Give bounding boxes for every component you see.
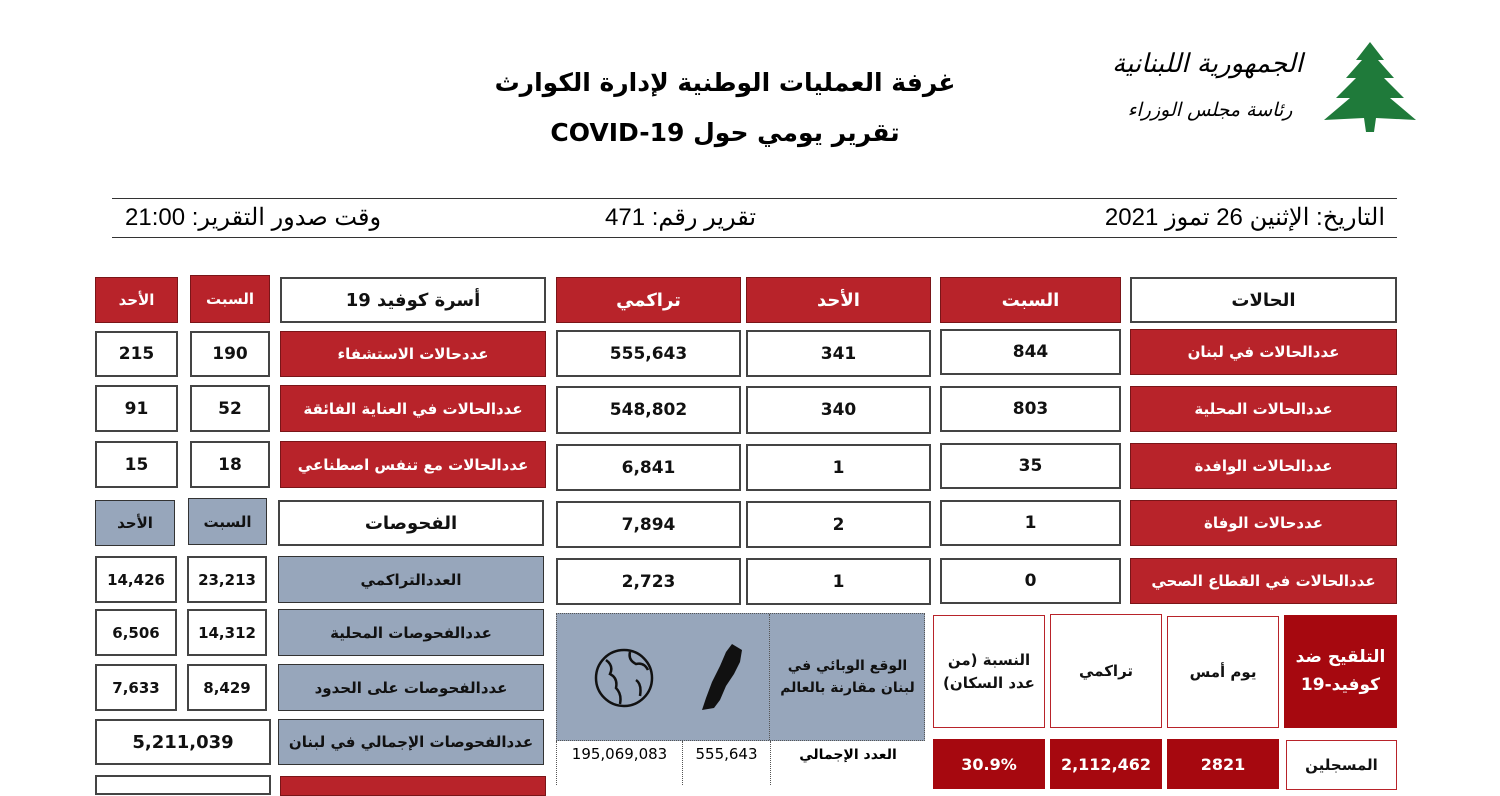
- sun-value: 1: [746, 444, 931, 491]
- row-label: عددالحالات في لبنان: [1130, 329, 1397, 375]
- cum-value: 6,841: [556, 444, 741, 491]
- cum-value: 7,894: [556, 501, 741, 548]
- sun-value: 341: [746, 330, 931, 377]
- page-subtitle: تقرير يومي حول COVID-19: [550, 117, 900, 147]
- sun-value: 340: [746, 386, 931, 434]
- globe-icon: [592, 646, 656, 710]
- row-label: عددالحالات في العناية الفائقة: [280, 385, 546, 432]
- cedar-logo-icon: [1322, 40, 1418, 135]
- sun-value: 6,506: [95, 609, 177, 656]
- row-label: عددحالات الاستشفاء: [280, 331, 546, 377]
- page-title: غرفة العمليات الوطنية لإدارة الكوارث: [494, 67, 956, 97]
- beds-sat-header: السبت: [190, 275, 270, 323]
- cases-sun-header: الأحد: [746, 277, 931, 323]
- tests-sun-header: الأحد: [95, 500, 175, 546]
- vaccine-row-label: المسجلين: [1286, 740, 1397, 790]
- cum-value: 548,802: [556, 386, 741, 434]
- sat-value: 35: [940, 443, 1121, 489]
- sat-value: 52: [190, 385, 270, 432]
- row-label: عددحالات الوفاة: [1130, 500, 1397, 546]
- row-label: العددالتراكمي: [278, 556, 544, 603]
- vaccine-row-pct: 30.9%: [933, 739, 1045, 789]
- row-label: عددالحالات المحلية: [1130, 386, 1397, 432]
- cases-sat-header: السبت: [940, 277, 1121, 323]
- lebanon-map-icon: [692, 642, 747, 712]
- next-row-label: [280, 776, 546, 796]
- divider: [112, 198, 1397, 199]
- cases-header: الحالات: [1130, 277, 1397, 323]
- sat-value: 8,429: [187, 664, 267, 711]
- sat-value: 23,213: [187, 556, 267, 603]
- sun-value: 7,633: [95, 664, 177, 711]
- world-total: 195,069,083: [556, 741, 682, 785]
- lebanon-total: 555,643: [682, 741, 770, 785]
- sun-value: 2: [746, 501, 931, 548]
- cases-cum-header: تراكمي: [556, 277, 741, 323]
- world-row-label: العدد الإجمالي: [770, 741, 925, 785]
- beds-sun-header: الأحد: [95, 277, 178, 323]
- vaccine-row-cum: 2,112,462: [1050, 739, 1162, 789]
- sat-value: 0: [940, 558, 1121, 604]
- sun-value: 91: [95, 385, 178, 432]
- row-label: عددالفحوصات المحلية: [278, 609, 544, 656]
- sun-value: 15: [95, 441, 178, 488]
- tests-header: الفحوصات: [278, 500, 544, 546]
- org-name: الجمهورية اللبنانية: [1112, 49, 1303, 79]
- sun-value: 14,426: [95, 556, 177, 603]
- row-label: عددالفحوصات على الحدود: [278, 664, 544, 711]
- report-time: وقت صدور التقرير: 21:00: [125, 204, 382, 231]
- world-panel: [556, 613, 925, 741]
- tests-sat-header: السبت: [188, 498, 267, 545]
- cum-value: 555,643: [556, 330, 741, 377]
- report-date: التاريخ: الإثنين 26 تموز 2021: [1104, 204, 1385, 231]
- vaccine-cum-header: تراكمي: [1050, 614, 1162, 728]
- sat-value: 18: [190, 441, 270, 488]
- divider: [112, 237, 1397, 238]
- vaccine-row-yesterday: 2821: [1167, 739, 1279, 789]
- sat-value: 844: [940, 329, 1121, 375]
- tests-total-label: عددالفحوصات الإجمالي في لبنان: [278, 719, 544, 765]
- row-label: عددالحالات الوافدة: [1130, 443, 1397, 489]
- beds-header: أسرة كوفيد 19: [280, 277, 546, 323]
- sun-value: 1: [746, 558, 931, 605]
- vaccine-pct-header: النسبة (من عدد السكان): [933, 615, 1045, 728]
- vaccine-title: التلقيح ضد كوفيد-19: [1284, 615, 1397, 728]
- tests-total-value: 5,211,039: [95, 719, 271, 765]
- world-title: الوقع الوبائي في لبنان مقارنة بالعالم: [769, 614, 925, 740]
- sat-value: 190: [190, 331, 270, 377]
- sun-value: 215: [95, 331, 178, 377]
- row-label: عددالحالات مع تنفس اصطناعي: [280, 441, 546, 488]
- sat-value: 14,312: [187, 609, 267, 656]
- org-subname: رئاسة مجلس الوزراء: [1127, 99, 1293, 121]
- vaccine-yesterday-header: يوم أمس: [1167, 616, 1279, 728]
- next-row-value: [95, 775, 271, 795]
- sat-value: 803: [940, 386, 1121, 432]
- cum-value: 2,723: [556, 558, 741, 605]
- row-label: عددالحالات في القطاع الصحي: [1130, 558, 1397, 604]
- sat-value: 1: [940, 500, 1121, 546]
- report-number: تقرير رقم: 471: [605, 204, 757, 231]
